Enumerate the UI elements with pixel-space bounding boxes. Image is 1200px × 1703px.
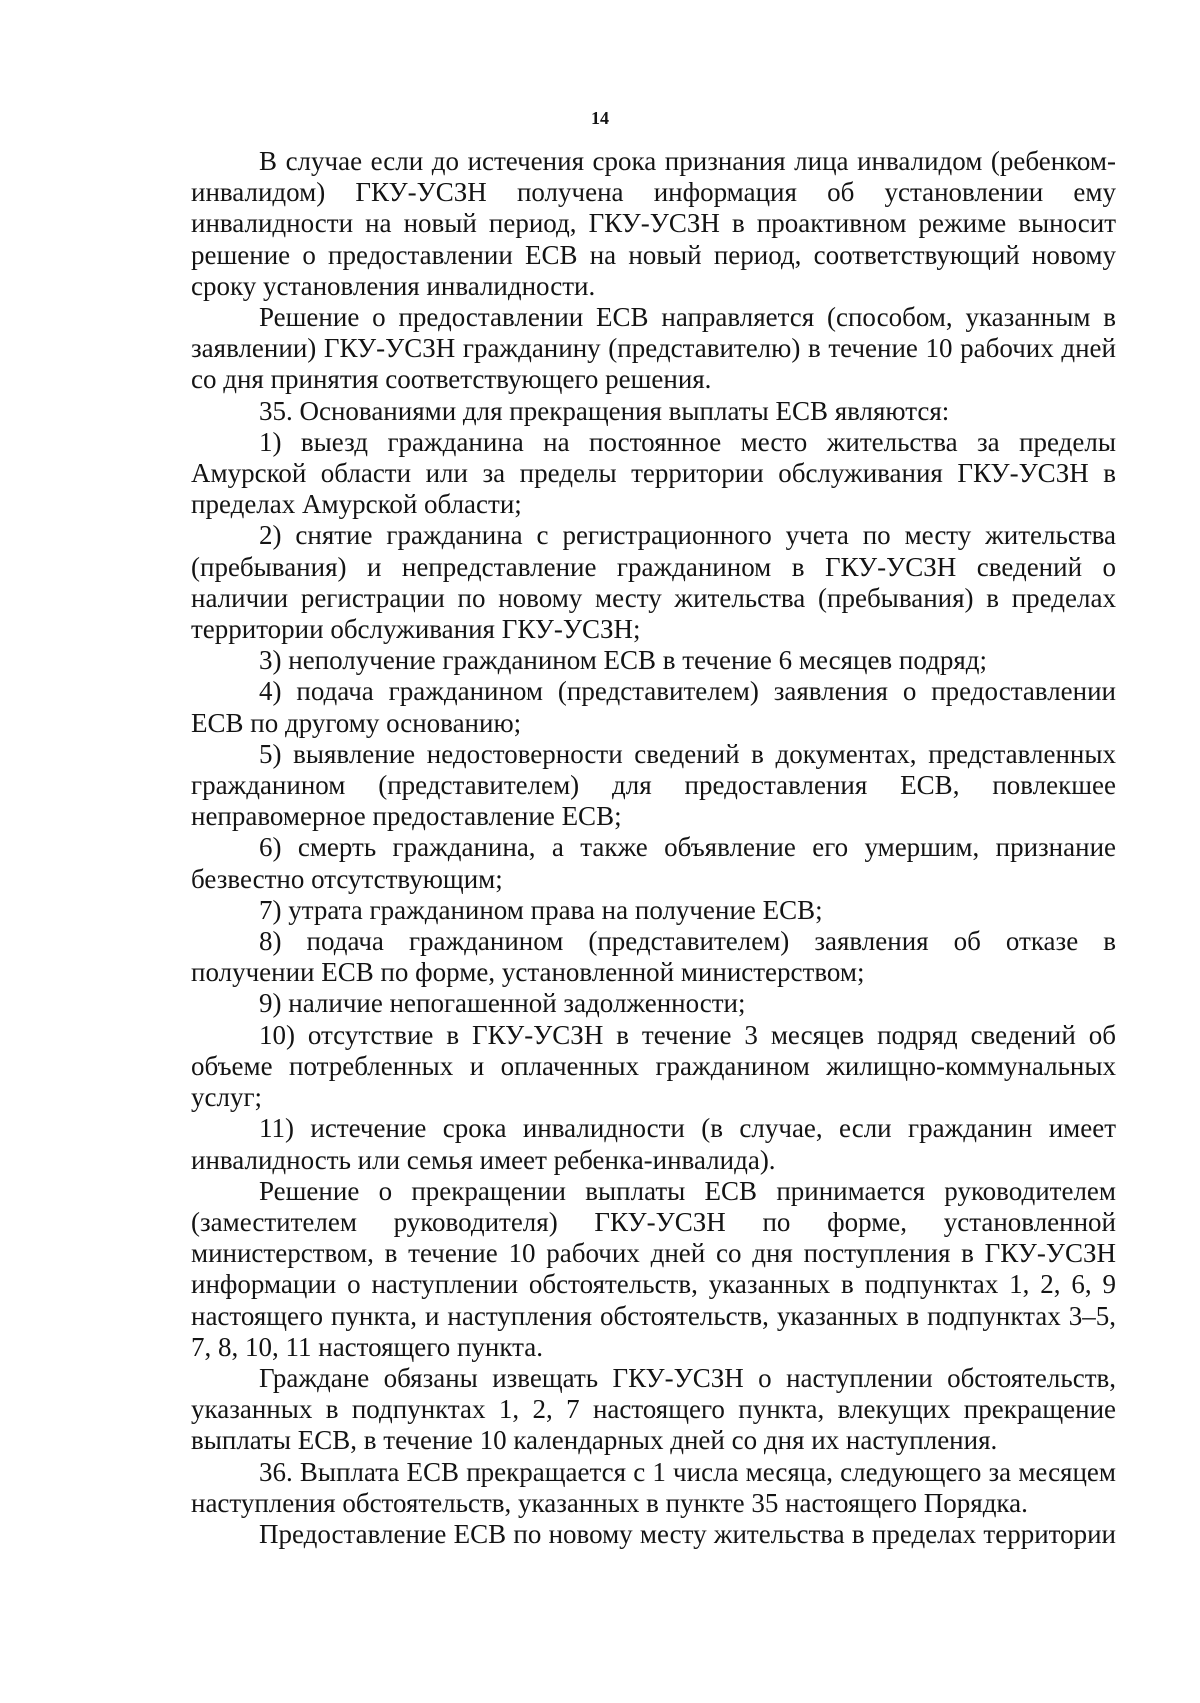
paragraph: Решение о прекращении выплаты ЕСВ принимается руководителем (заместителем руководителя) ГКУ-УСЗН по форме, установленной министерством, в течение 10 рабочих дней со дня поступления в ГКУ-УСЗН информации о наступлении обстоятельств, указанных в подпунктах 1, 2, 6, 9 настоящего пункта, и наступления обстоятельств, указанных в подпунктах 3–5, 7, 8, 10, 11 настоящего пункта. <box>191 1175 1116 1362</box>
paragraph: Граждане обязаны извещать ГКУ-УСЗН о наступлении обстоятельств, указанных в подпунктах 1, 2, 7 настоящего пункта, влекущих прекращение выплаты ЕСВ, в течение 10 календарных дней со дня их наступления. <box>191 1362 1116 1456</box>
list-item: 4) подача гражданином (представителем) заявления о предоставлении ЕСВ по другому основанию; <box>191 676 1116 738</box>
paragraph: 36. Выплата ЕСВ прекращается с 1 числа месяца, следующего за месяцем наступления обстоятельств, указанных в пункте 35 настоящего Порядка. <box>191 1456 1116 1518</box>
document-body <box>191 146 1116 1550</box>
list-item: 9) наличие непогашенной задолженности; <box>259 988 746 1019</box>
paragraph: Предоставление ЕСВ по новому месту жительства в пределах территории <box>259 1518 1116 1549</box>
list-item: 8) подача гражданином (представителем) заявления об отказе в получении ЕСВ по форме, установленной министерством; <box>191 926 1116 988</box>
list-item: 5) выявление недостоверности сведений в документах, представленных гражданином (представителем) для предоставления ЕСВ, повлекшее неправомерное предоставление ЕСВ; <box>191 738 1116 832</box>
list-item: 3) неполучение гражданином ЕСВ в течение 6 месяцев подряд; <box>259 645 987 676</box>
list-item: 11) истечение срока инвалидности (в случае, если гражданин имеет инвалидность или семья имеет ребенка-инвалида). <box>191 1113 1116 1175</box>
list-item: 10) отсутствие в ГКУ-УСЗН в течение 3 месяцев подряд сведений об объеме потребленных и оплаченных гражданином жилищно-коммунальных услуг; <box>191 1019 1116 1113</box>
paragraph: В случае если до истечения срока признания лица инвалидом (ребенком-инвалидом) ГКУ-УСЗН получена информация об установлении ему инвалидности на новый период, ГКУ-УСЗН в проактивном режиме выносит решение о предоставлении ЕСВ на новый период, соответствующий новому сроку установления инвалидности. <box>191 146 1116 301</box>
paragraph: 35. Основаниями для прекращения выплаты ЕСВ являются: <box>259 395 950 426</box>
paragraph: Решение о предоставлении ЕСВ направляется (способом, указанным в заявлении) ГКУ-УСЗН гражданину (представителю) в течение 10 рабочих дней со дня принятия соответствующего решения. <box>191 302 1116 395</box>
list-item: 1) выезд гражданина на постоянное место жительства за пределы Амурской области или за пределы территории обслуживания ГКУ-УСЗН в пределах Амурской области; <box>191 426 1116 520</box>
list-item: 2) снятие гражданина с регистрационного учета по месту жительства (пребывания) и непредставление гражданином в ГКУ-УСЗН сведений о наличии регистрации по новому месту жительства (пребывания) в пределах территории обслуживания ГКУ-УСЗН; <box>191 520 1116 645</box>
list-item: 7) утрата гражданином права на получение ЕСВ; <box>259 894 823 925</box>
page-number: 14 <box>591 108 609 128</box>
list-item: 6) смерть гражданина, а также объявление его умершим, признание безвестно отсутствующим; <box>191 832 1116 894</box>
